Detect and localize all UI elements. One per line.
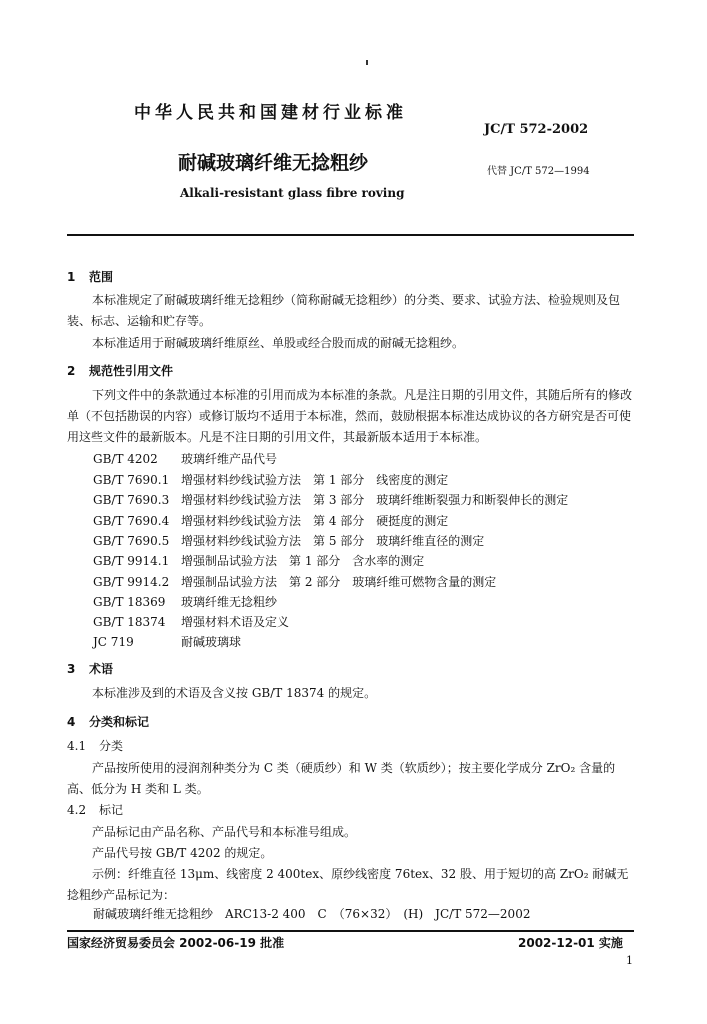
product-marking-example: 耐碱玻璃纤维无捻粗纱 ARC13-2 400 C （76×32） (H) JC/T 572—2002 [93, 907, 531, 921]
reference-code: GB/T 4202 [93, 452, 158, 466]
replaces-standard: 代替 JC/T 572—1994 [487, 166, 590, 177]
reference-name: 增强制品试验方法 第 2 部分 玻璃纤维可燃物含量的测定 [181, 575, 497, 589]
reference-code: GB/T 7690.3 [93, 493, 170, 507]
reference-row [93, 491, 568, 508]
reference-name: 增强材料纱线试验方法 第 5 部分 玻璃纤维直径的测定 [181, 534, 485, 548]
reference-row [93, 552, 424, 569]
reference-row [93, 573, 496, 590]
reference-name: 增强材料纱线试验方法 第 3 部分 玻璃纤维断裂强力和断裂伸长的测定 [181, 493, 569, 507]
implementation-date: 2002-12-01 实施 [518, 936, 623, 950]
section-title: 分类和标记 [89, 715, 150, 729]
section-title: 范围 [89, 270, 114, 284]
subsection-4-2-example-text: 示例：纤维直径 13μm、线密度 2 400tex、原纱线密度 76tex、32 股、用于短切的高 ZrO₂ 耐碱无捻粗纱产品标记为： [67, 867, 629, 902]
section-title: 规范性引用文件 [89, 364, 174, 378]
standard-code: JC/T 572-2002 [484, 122, 589, 137]
section-2-heading [67, 362, 173, 379]
reference-code: GB/T 7690.1 [93, 473, 170, 487]
reference-row [93, 450, 277, 467]
section-3-paragraph: 本标准涉及到的术语及含义按 GB/T 18374 的规定。 [92, 686, 377, 700]
reference-code: GB/T 9914.2 [93, 575, 170, 589]
reference-row [93, 471, 448, 488]
footer-rule [67, 930, 634, 932]
reference-name: 增强材料纱线试验方法 第 4 部分 硬挺度的测定 [181, 514, 449, 528]
scan-speck [366, 60, 368, 65]
section-1-paragraph-1: 本标准规定了耐碱玻璃纤维无捻粗纱（简称耐碱无捻粗纱）的分类、要求、试验方法、检验规则及包装、标志、运输和贮存等。 [67, 293, 621, 328]
subsection-number: 4.2 [67, 803, 87, 817]
reference-name: 增强材料纱线试验方法 第 1 部分 线密度的测定 [181, 473, 449, 487]
reference-row [93, 532, 484, 549]
reference-row [93, 633, 241, 650]
page-number: 1 [626, 954, 633, 967]
reference-code: GB/T 18374 [93, 615, 166, 629]
section-number: 2 [67, 364, 76, 378]
reference-code: GB/T 18369 [93, 595, 166, 609]
reference-name: 增强制品试验方法 第 1 部分 含水率的测定 [181, 554, 425, 568]
subsection-title: 标记 [99, 803, 124, 817]
subsection-title: 分类 [99, 739, 124, 753]
section-number: 1 [67, 270, 76, 284]
reference-code: JC 719 [93, 635, 134, 649]
reference-row [93, 512, 448, 529]
reference-name: 玻璃纤维无捻粗纱 [181, 595, 278, 609]
section-number: 3 [67, 662, 76, 676]
reference-row [93, 593, 277, 610]
section-1-heading [67, 268, 113, 285]
subsection-4-2-heading [67, 801, 123, 818]
section-title: 术语 [89, 662, 114, 676]
industry-standard-heading: 中华人民共和国建材行业标准 [134, 103, 407, 123]
subsection-number: 4.1 [67, 739, 87, 753]
section-number: 4 [67, 715, 76, 729]
reference-row [93, 613, 289, 630]
document-title-en: Alkali-resistant glass fibre roving [180, 186, 405, 200]
section-2-intro: 下列文件中的条款通过本标准的引用而成为本标准的条款。凡是注日期的引用文件，其随后所有的修改单（不包括勘误的内容）或修订版均不适用于本标准，然而，鼓励根据本标准达成协议的各方研究是否可使用这些文件的最新版本。凡是不注日期的引用文件，其最新版本适用于本标准。 [67, 388, 633, 444]
section-3-heading [67, 660, 113, 677]
reference-code: GB/T 9914.1 [93, 554, 170, 568]
reference-name: 增强材料术语及定义 [181, 615, 290, 629]
subsection-4-1-paragraph: 产品按所使用的浸润剂种类分为 C 类（硬质纱）和 W 类（软质纱）；按主要化学成分 ZrO₂ 含量的高、低分为 H 类和 L 类。 [67, 761, 616, 796]
reference-code: GB/T 7690.5 [93, 534, 170, 548]
reference-name: 玻璃纤维产品代号 [181, 452, 278, 466]
approval-line: 国家经济贸易委员会 2002-06-19 批准 [67, 936, 285, 950]
reference-name: 耐碱玻璃球 [181, 635, 242, 649]
header-rule [67, 234, 634, 236]
section-1-paragraph-2: 本标准适用于耐碱玻璃纤维原丝、单股或经合股而成的耐碱无捻粗纱。 [92, 336, 465, 350]
reference-code: GB/T 7690.4 [93, 514, 170, 528]
subsection-4-2-paragraph-1: 产品标记由产品名称、产品代号和本标准号组成。 [92, 825, 357, 839]
subsection-4-1-heading [67, 737, 123, 754]
document-title-cn: 耐碱玻璃纤维无捻粗纱 [178, 152, 369, 174]
section-4-heading [67, 713, 149, 730]
subsection-4-2-paragraph-2: 产品代号按 GB/T 4202 的规定。 [92, 846, 273, 860]
